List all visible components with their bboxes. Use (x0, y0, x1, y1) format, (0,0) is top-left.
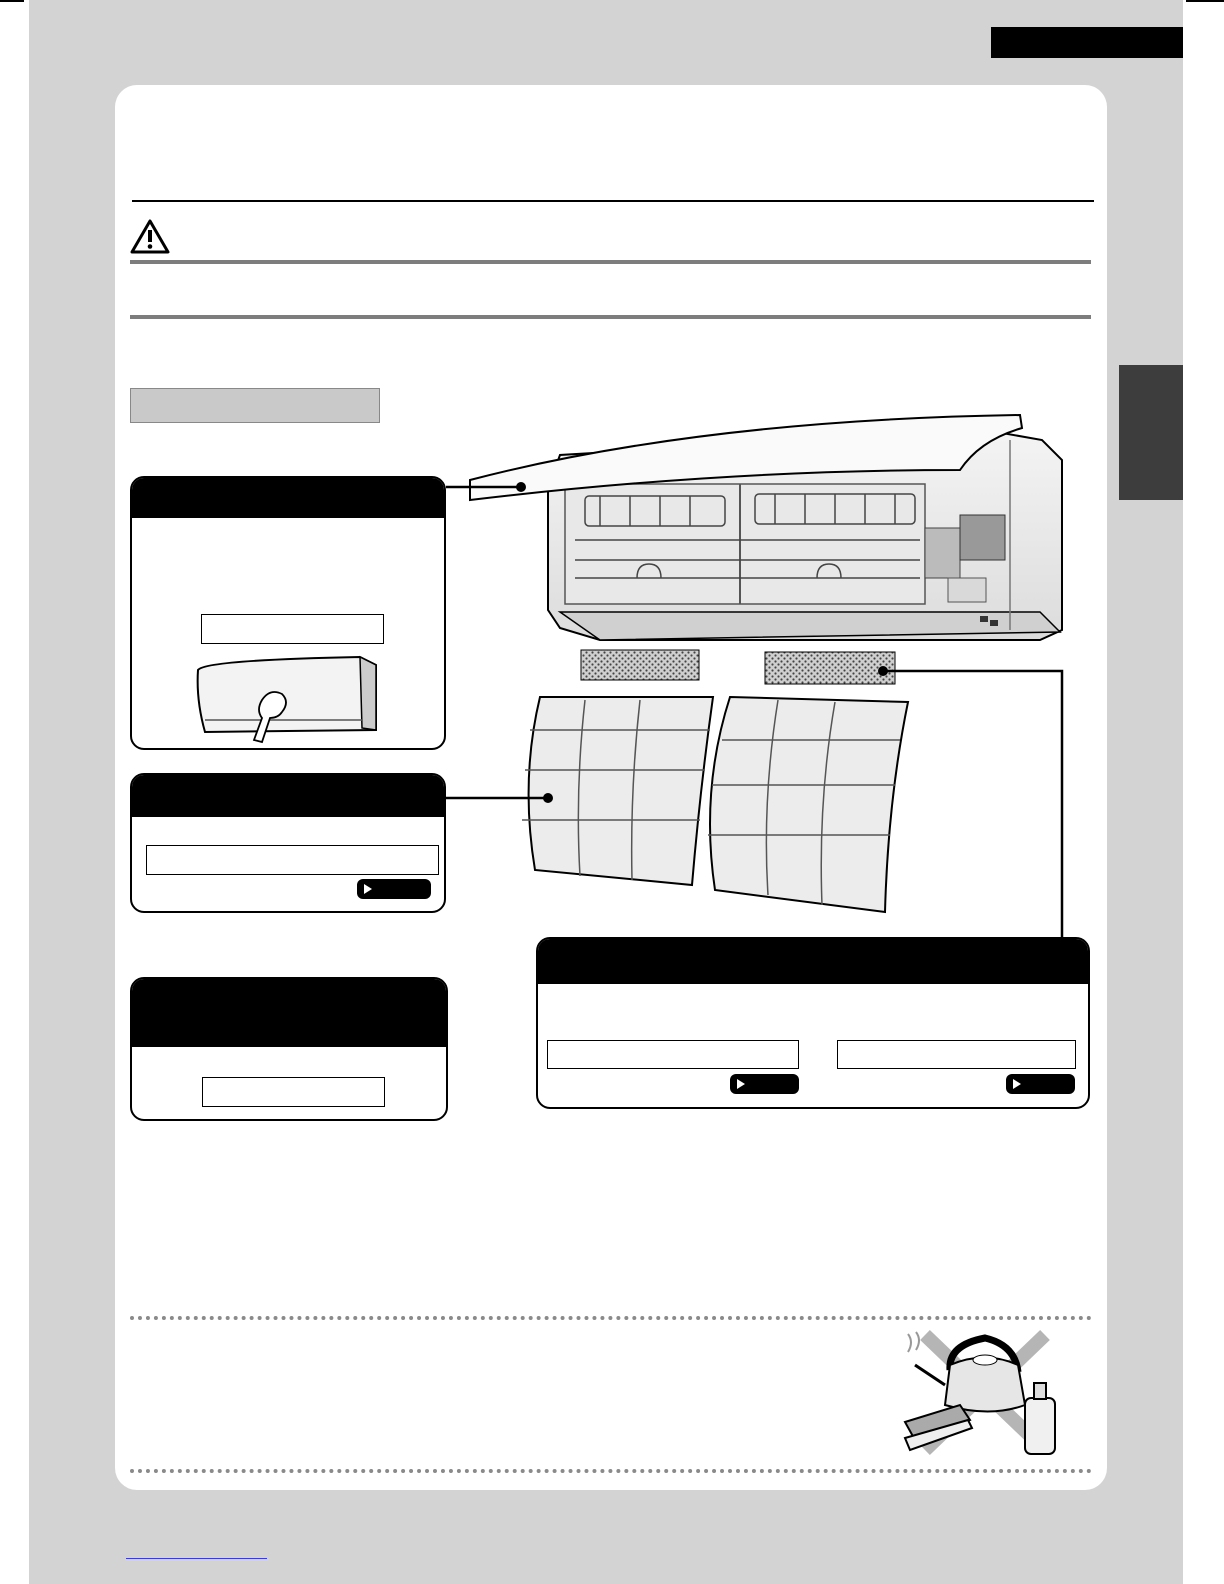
deodorizing-filter-left (581, 650, 699, 680)
air-filter-page-ref-button[interactable] (357, 879, 431, 899)
deodorizer-label-box-right (837, 1040, 1076, 1069)
note-border-top (130, 1316, 1092, 1320)
air-filter-right (708, 697, 908, 912)
deodorizing-filter-right (765, 652, 895, 684)
deodorizer-label-box-left (547, 1040, 799, 1069)
deodorizer-page-ref-button-left[interactable] (730, 1074, 799, 1094)
callout-front-panel (130, 476, 446, 750)
indoor-unit-label-box (202, 1077, 385, 1107)
leader-dot-filter (543, 793, 553, 803)
leader-dot-deodorizer (878, 666, 888, 676)
front-panel-label-box (201, 614, 384, 644)
deodorizer-page-ref-button-right[interactable] (1006, 1074, 1075, 1094)
footer-link[interactable] (126, 1558, 267, 1559)
leader-dot-panel (516, 482, 526, 492)
no-kettle-brush-bottle-icon (905, 1332, 1055, 1454)
air-filter-left (522, 697, 713, 885)
air-filter-label-box (146, 845, 439, 875)
note-border-bottom (130, 1469, 1092, 1473)
